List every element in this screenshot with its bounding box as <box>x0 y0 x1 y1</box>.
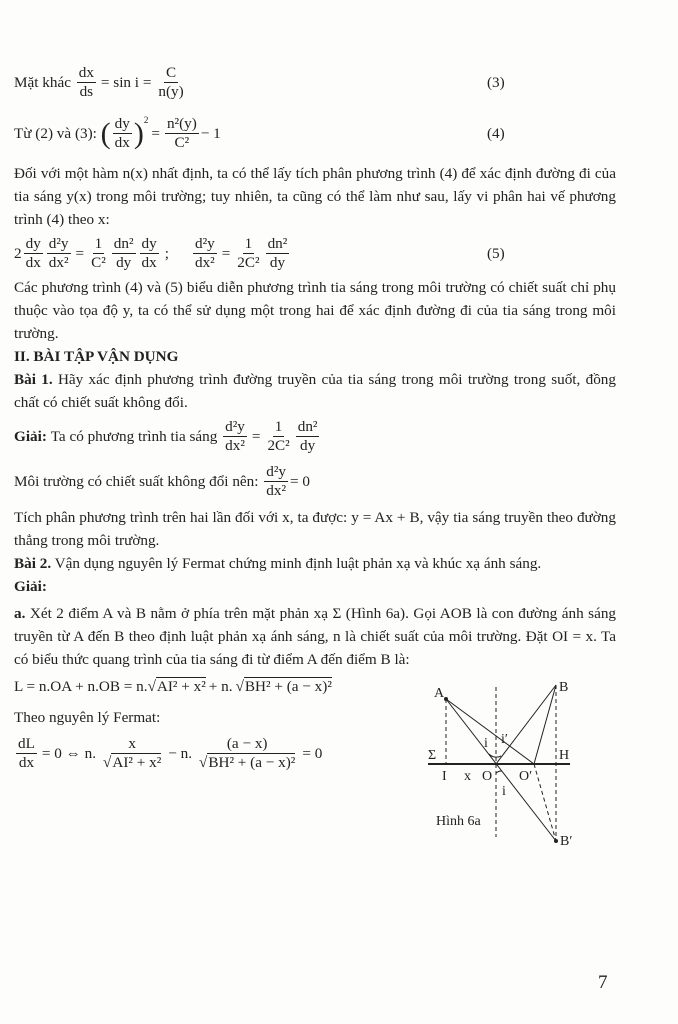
numerator: x <box>128 735 136 752</box>
numerator: dy <box>141 235 157 252</box>
denominator: dx <box>141 254 157 271</box>
paren: ( <box>100 116 111 150</box>
constant-index-line <box>14 463 616 500</box>
operator: + n. <box>208 677 233 695</box>
label: a. <box>14 605 26 622</box>
numerator: dn² <box>113 235 134 252</box>
numerator: 1 <box>244 235 253 252</box>
solution-2-label: Giải: <box>14 578 47 595</box>
denominator: 2C² <box>267 437 290 454</box>
text: Xét 2 điểm A và B nằm ở phía trên mặt phản xạ Σ (Hình 6a). Gọi AOB là con đường ánh sáng truyền từ A đến B theo định luật phản xạ ánh sáng, n là chiết suất của môi trường. Đặt OI = x. Ta có biểu thức quang trình của tia sáng đi từ điểm A đến điểm B là: <box>14 605 617 668</box>
denominator: dx² <box>225 437 245 454</box>
numerator: dL <box>18 735 35 752</box>
text: Mặt khác <box>14 73 71 91</box>
denominator: 2C² <box>237 254 260 271</box>
denominator: n(y) <box>158 83 184 100</box>
numerator: d²y <box>48 235 69 252</box>
sqrt-term: AI² + x² <box>112 754 162 771</box>
denominator: C² <box>91 254 106 271</box>
operator: = <box>75 244 85 262</box>
paren: ) <box>133 116 144 150</box>
point-A <box>444 697 448 701</box>
exercise-2 <box>14 552 616 575</box>
text: Từ (2) và (3): <box>14 124 97 142</box>
fraction <box>113 115 132 152</box>
label-B: B <box>559 680 569 695</box>
numerator: d²y <box>266 463 287 480</box>
numerator: (a − x) <box>226 735 268 752</box>
label-i-prime: i′ <box>501 732 508 747</box>
fraction <box>266 235 290 272</box>
sqrt-term: BH² + (a − x)² <box>244 678 332 695</box>
label-B-prime: B′ <box>560 834 573 849</box>
ray-O-prime-B <box>534 685 556 764</box>
equation-5 <box>14 235 616 272</box>
exercise-1 <box>14 368 616 414</box>
denominator: dy <box>116 254 132 271</box>
numerator: d²y <box>194 235 215 252</box>
sqrt-term: AI² + x² <box>156 678 206 695</box>
operator: = 0 <box>302 744 323 762</box>
label-i: i <box>502 784 506 799</box>
operator: = 0 ⇔ n. <box>41 744 97 762</box>
text: Môi trường có chiết suất không đổi nên: <box>14 472 259 490</box>
fermat-text: Theo nguyên lý Fermat: <box>14 709 161 726</box>
equation-4: Từ (2) và (3): ( $\frac{dy}{dx}$ ) $^2$ = $\frac{\text{n²(y)}}{\text{C²}}$ − 1 (4) <box>14 115 505 151</box>
label: Bài 2. <box>14 555 52 572</box>
fraction <box>47 235 71 272</box>
fraction <box>140 235 159 272</box>
operator: − n. <box>168 744 193 762</box>
label-O-prime: O′ <box>519 769 533 784</box>
text: Hãy xác định phương trình đường truyền của tia sáng trong môi trường trong suốt, đồng chất có chiết suất không đổi. <box>14 371 616 411</box>
denominator: √AI² + x² <box>103 754 162 771</box>
fraction <box>16 735 37 772</box>
denominator: dx <box>114 134 130 151</box>
page-content <box>14 64 616 857</box>
fraction <box>296 418 320 455</box>
equation-label: (5) <box>487 244 505 262</box>
fraction <box>24 235 43 272</box>
point-B-prime <box>554 839 558 843</box>
figure-6a <box>418 677 588 852</box>
fraction <box>101 735 163 772</box>
sqrt-term: BH² + (a − x)² <box>208 754 296 771</box>
fraction <box>89 235 108 272</box>
denominator: dx² <box>194 254 215 271</box>
denominator: dx² <box>48 254 69 271</box>
text: Tích phân phương trình trên hai lần đối với x, ta được: <box>14 509 348 526</box>
fraction <box>156 64 185 101</box>
denominator: C² <box>174 134 190 151</box>
equation-L: L = n.OA + n.OB = n. √ AI² + x² + n. √ BH² + (a − x)² <box>14 677 332 695</box>
label: Bài 1. <box>14 371 53 388</box>
label-H: H <box>559 748 570 763</box>
denominator: dx <box>25 254 41 271</box>
numerator: dy <box>114 115 130 132</box>
label-i: i <box>484 736 488 751</box>
numerator: C <box>165 64 177 81</box>
text: , vậy tia sáng truyền theo đường thẳng trong môi trường. <box>14 509 616 549</box>
solution-1 <box>14 418 616 455</box>
denominator: √BH² + (a − x)² <box>199 754 296 771</box>
denominator: dx <box>18 754 35 771</box>
numerator: dx <box>78 64 94 81</box>
fraction <box>235 235 261 272</box>
ray-OB <box>496 685 556 764</box>
denominator: dx² <box>266 482 287 499</box>
figure-caption: Hình 6a <box>436 814 481 829</box>
fraction <box>264 463 288 500</box>
fraction <box>112 235 136 272</box>
fraction <box>265 418 291 455</box>
fraction <box>223 418 247 455</box>
label-x: x <box>464 769 471 784</box>
denominator: ds <box>79 83 94 100</box>
operator: = sin i = <box>100 73 152 91</box>
paragraph: Đối với một hàm n(x) nhất định, ta có thể lấy tích phân phương trình (4) để xác định đường đi của tia sáng y(x) trong môi trường; tuy nhiên, ta cũng có thể làm như sau, lấy vi phân hai vế phương trình (4) theo x: <box>14 165 616 228</box>
label-A: A <box>434 686 445 701</box>
denominator: dy <box>300 437 316 454</box>
text: L = n.OA + n.OB = n. <box>14 677 148 695</box>
paragraph <box>14 506 616 552</box>
page-number: 7 <box>598 972 608 993</box>
label-sigma: Σ <box>428 748 437 763</box>
numerator: dn² <box>297 418 318 435</box>
label-I: I <box>442 769 447 784</box>
numerator: dn² <box>267 235 288 252</box>
equation: y = Ax + B <box>351 509 420 526</box>
ray-O-prime-B-prime <box>534 764 556 841</box>
numerator: 1 <box>274 418 283 435</box>
operator: = <box>221 244 231 262</box>
text: 2 <box>14 244 22 262</box>
text: ; <box>164 244 169 262</box>
part-a <box>14 602 616 671</box>
fraction <box>77 64 96 101</box>
equation-label: (4) <box>487 124 505 142</box>
label-O: O <box>482 769 493 784</box>
text: Vận dụng nguyên lý Fermat chứng minh định luật phản xạ và khúc xạ ánh sáng. <box>54 555 542 572</box>
angle-arc <box>496 771 502 773</box>
operator: = <box>251 427 261 445</box>
label: Giải: <box>14 427 47 445</box>
fraction <box>197 735 297 772</box>
text: = 0 <box>290 472 310 490</box>
text: Ta có phương trình tia sáng <box>50 427 218 445</box>
equation-label: (3) <box>487 73 505 91</box>
numerator: 1 <box>94 235 103 252</box>
numerator: d²y <box>225 418 245 435</box>
equation-3 <box>14 64 616 101</box>
operator: = <box>151 124 160 142</box>
fraction <box>193 235 217 272</box>
denominator: dy <box>269 254 286 271</box>
text: − 1 <box>200 124 221 142</box>
formula-figure-area <box>14 677 616 857</box>
numerator: dy <box>25 235 41 252</box>
paragraph: Các phương trình (4) và (5) biểu diễn phương trình tia sáng trong môi trường có chiết suất chỉ phụ thuộc vào tọa độ y, ta có thể sử dụng một trong hai để xác định đường đi của tia sáng trong môi trường. <box>14 279 616 342</box>
fraction <box>165 115 199 152</box>
numerator: n²(y) <box>166 115 197 132</box>
section-heading: II. BÀI TẬP VẬN DỤNG <box>14 348 179 365</box>
